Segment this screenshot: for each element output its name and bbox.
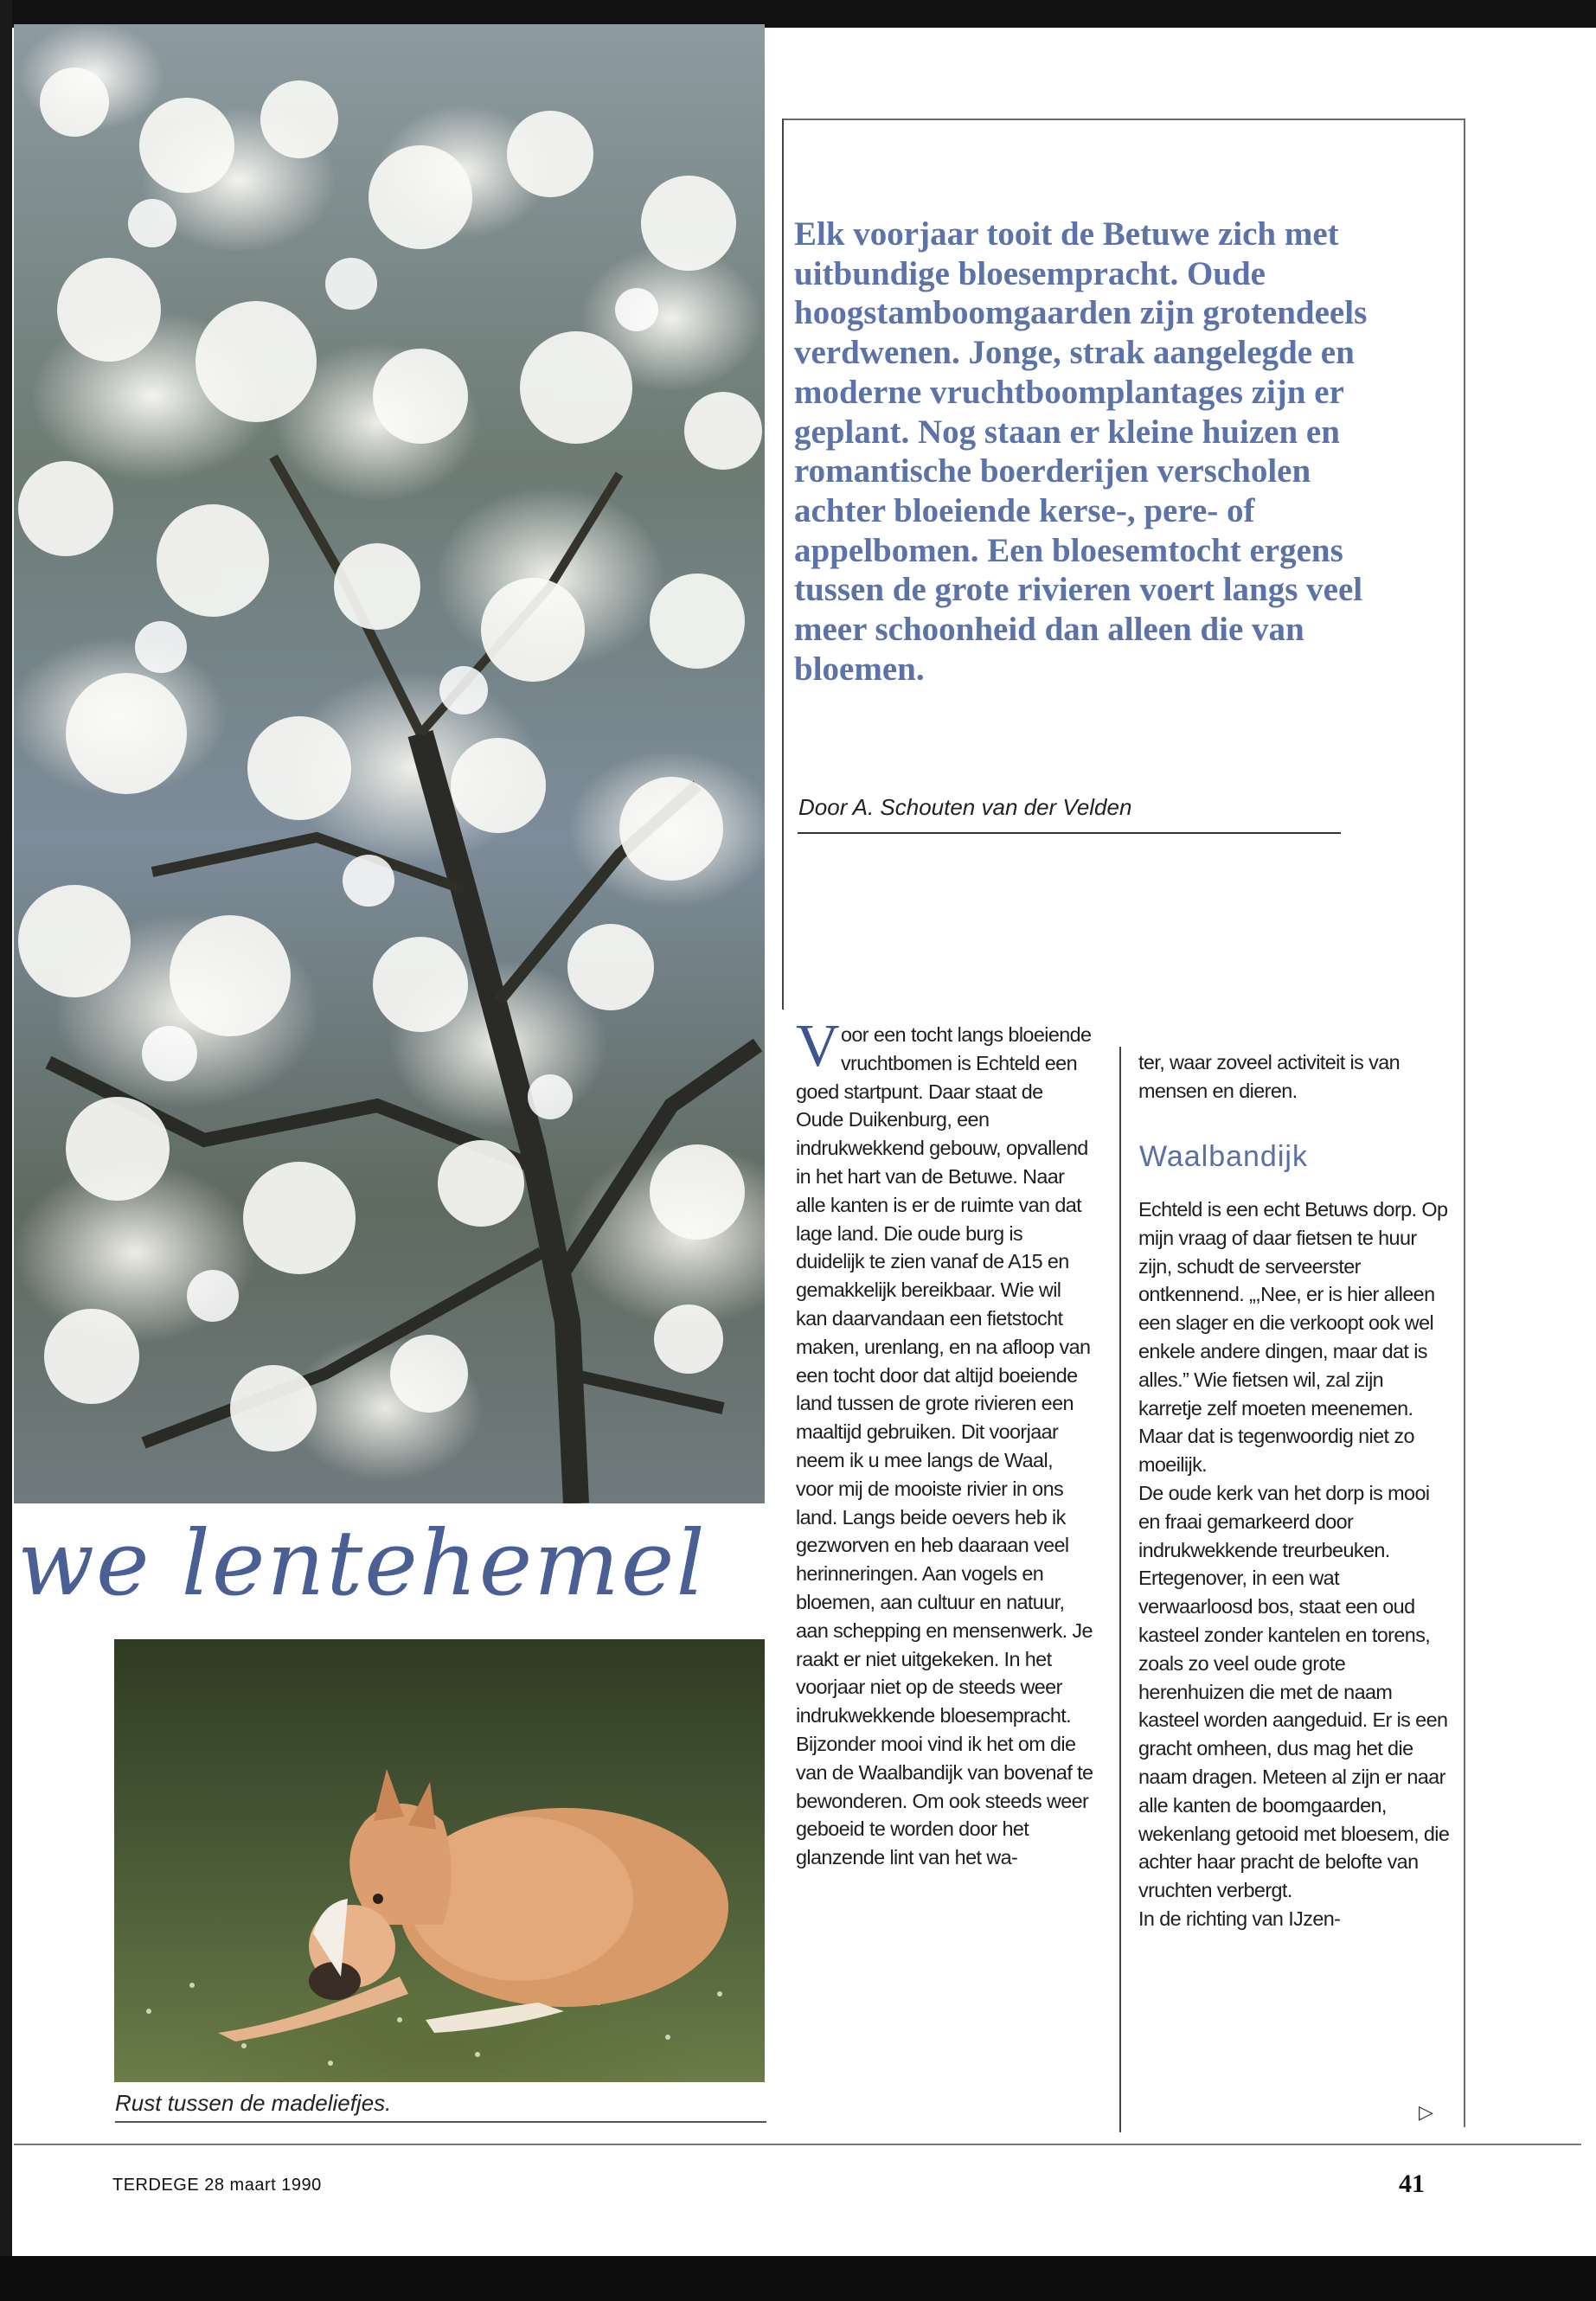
article-column-1 bbox=[796, 1013, 1094, 1872]
column-2-paragraph-2: De oude kerk van het dorp is mooi en fraai gemarkeerd door indrukwekkende treurbeuken. Ertegenover, in een wat verwaarloosd bos, staat een oud kasteel zonder kantelen en torens, zoals zo veel oude grote herenhuizen die met de naam kasteel worden aangeduid. Er is een gracht omheen, dus mag het die naam dragen. Meteen al zijn er naar alle kanten de boomgaarden, wekenlang getooid met bloesem, die achter haar pracht de belofte van vruchten verbergt. bbox=[1138, 1481, 1450, 1902]
bottom-border bbox=[0, 2256, 1596, 2301]
left-scan-edge bbox=[0, 0, 12, 2301]
column-1-text: oor een tocht langs bloeiende vruchtbomen is Echteld een goed startpunt. Daar staat de Oude Duikenburg, een indrukwekkend gebouw, opvallend in het hart van de Betuwe. Naar alle kanten is er de ruimte van dat lage land. Die oude burg is duidelijk te zien vanaf de A15 en gemakkelijk bereikbaar. Wie wil kan daarvandaan een fietstocht maken, urenlang, en na afloop van een tocht door dat altijd boeiende land tussen de grote rivieren een maaltijd gebruiken. Dit voorjaar neem ik u mee langs de Waal, voor mij de mooiste rivier in ons land. Langs beide oevers heb ik gezworven en heb daaraan veel herinneringen. Aan vogels en bloemen, aan cultuur en natuur, aan schepping en mensenwerk. Je raakt er niet uitgekeken. In het voorjaar niet op de steeds weer indrukwekkende bloesempracht. Bijzonder mooi vind ik het om die van de Waalbandijk van bovenaf te bewonderen. Om ook steeds weer geboeid te worden door het glanzende lint van het wa- bbox=[796, 1023, 1093, 1869]
headline-script: we lentehemel bbox=[17, 1510, 707, 1616]
page-number: 41 bbox=[1399, 2170, 1425, 2198]
byline-rule bbox=[798, 832, 1341, 834]
column-2-paragraph-3: In de richting van IJzen- bbox=[1138, 1907, 1341, 1930]
column-separator bbox=[1119, 1047, 1121, 2132]
tree-branches-graphic bbox=[14, 24, 765, 1503]
blossom-photo bbox=[14, 24, 765, 1503]
continue-arrow-icon: ▷ bbox=[1419, 2102, 1433, 2124]
column-2-paragraph-1: Echteld is een echt Betuws dorp. Op mijn vraag of daar fietsen te huur zijn, schudt de serveerster ontkennend. „,Nee, er is hier alleen een slager en die verkoopt ook wel enkele andere dingen, maar dat is alles.” Wie fietsen wil, zal zijn karretje zelf moeten meenemen. Maar dat is tegenwoordig niet zo moeilijk. bbox=[1138, 1198, 1448, 1477]
article-column-2 bbox=[1138, 1195, 1452, 1933]
subheading-waalbandijk: Waalbandijk bbox=[1139, 1140, 1308, 1173]
footer-rule bbox=[14, 2144, 1581, 2145]
article-column-2-top bbox=[1138, 1048, 1452, 1106]
foal-photo bbox=[114, 1639, 765, 2082]
byline: Door A. Schouten van der Velden bbox=[798, 794, 1132, 820]
foal-caption: Rust tussen de madeliefjes. bbox=[115, 2090, 392, 2116]
column-2-continuation: ter, waar zoveel activiteit is van mensen en dieren. bbox=[1138, 1051, 1401, 1102]
caption-rule bbox=[115, 2121, 766, 2123]
intro-frame-left-rule bbox=[782, 119, 784, 1009]
intro-lead: Elk voorjaar tooit de Betuwe zich met uitbundige bloesempracht. Oude hoogstamboomgaarden zijn grotendeels verdwenen. Jonge, strak aangelegde en moderne vruchtboomplantages zijn er geplant. Nog staan er kleine huizen en romantische boerderijen verscholen achter bloeiende kerse-, pere- of appelbomen. Een bloesemtocht ergens tussen de grote rivieren voert langs veel meer schoonheid dan alleen die van bloemen. bbox=[794, 215, 1368, 688]
foal-graphic bbox=[114, 1639, 765, 2082]
drop-cap: V bbox=[796, 1013, 839, 1080]
publication-info: TERDEGE 28 maart 1990 bbox=[112, 2176, 322, 2195]
